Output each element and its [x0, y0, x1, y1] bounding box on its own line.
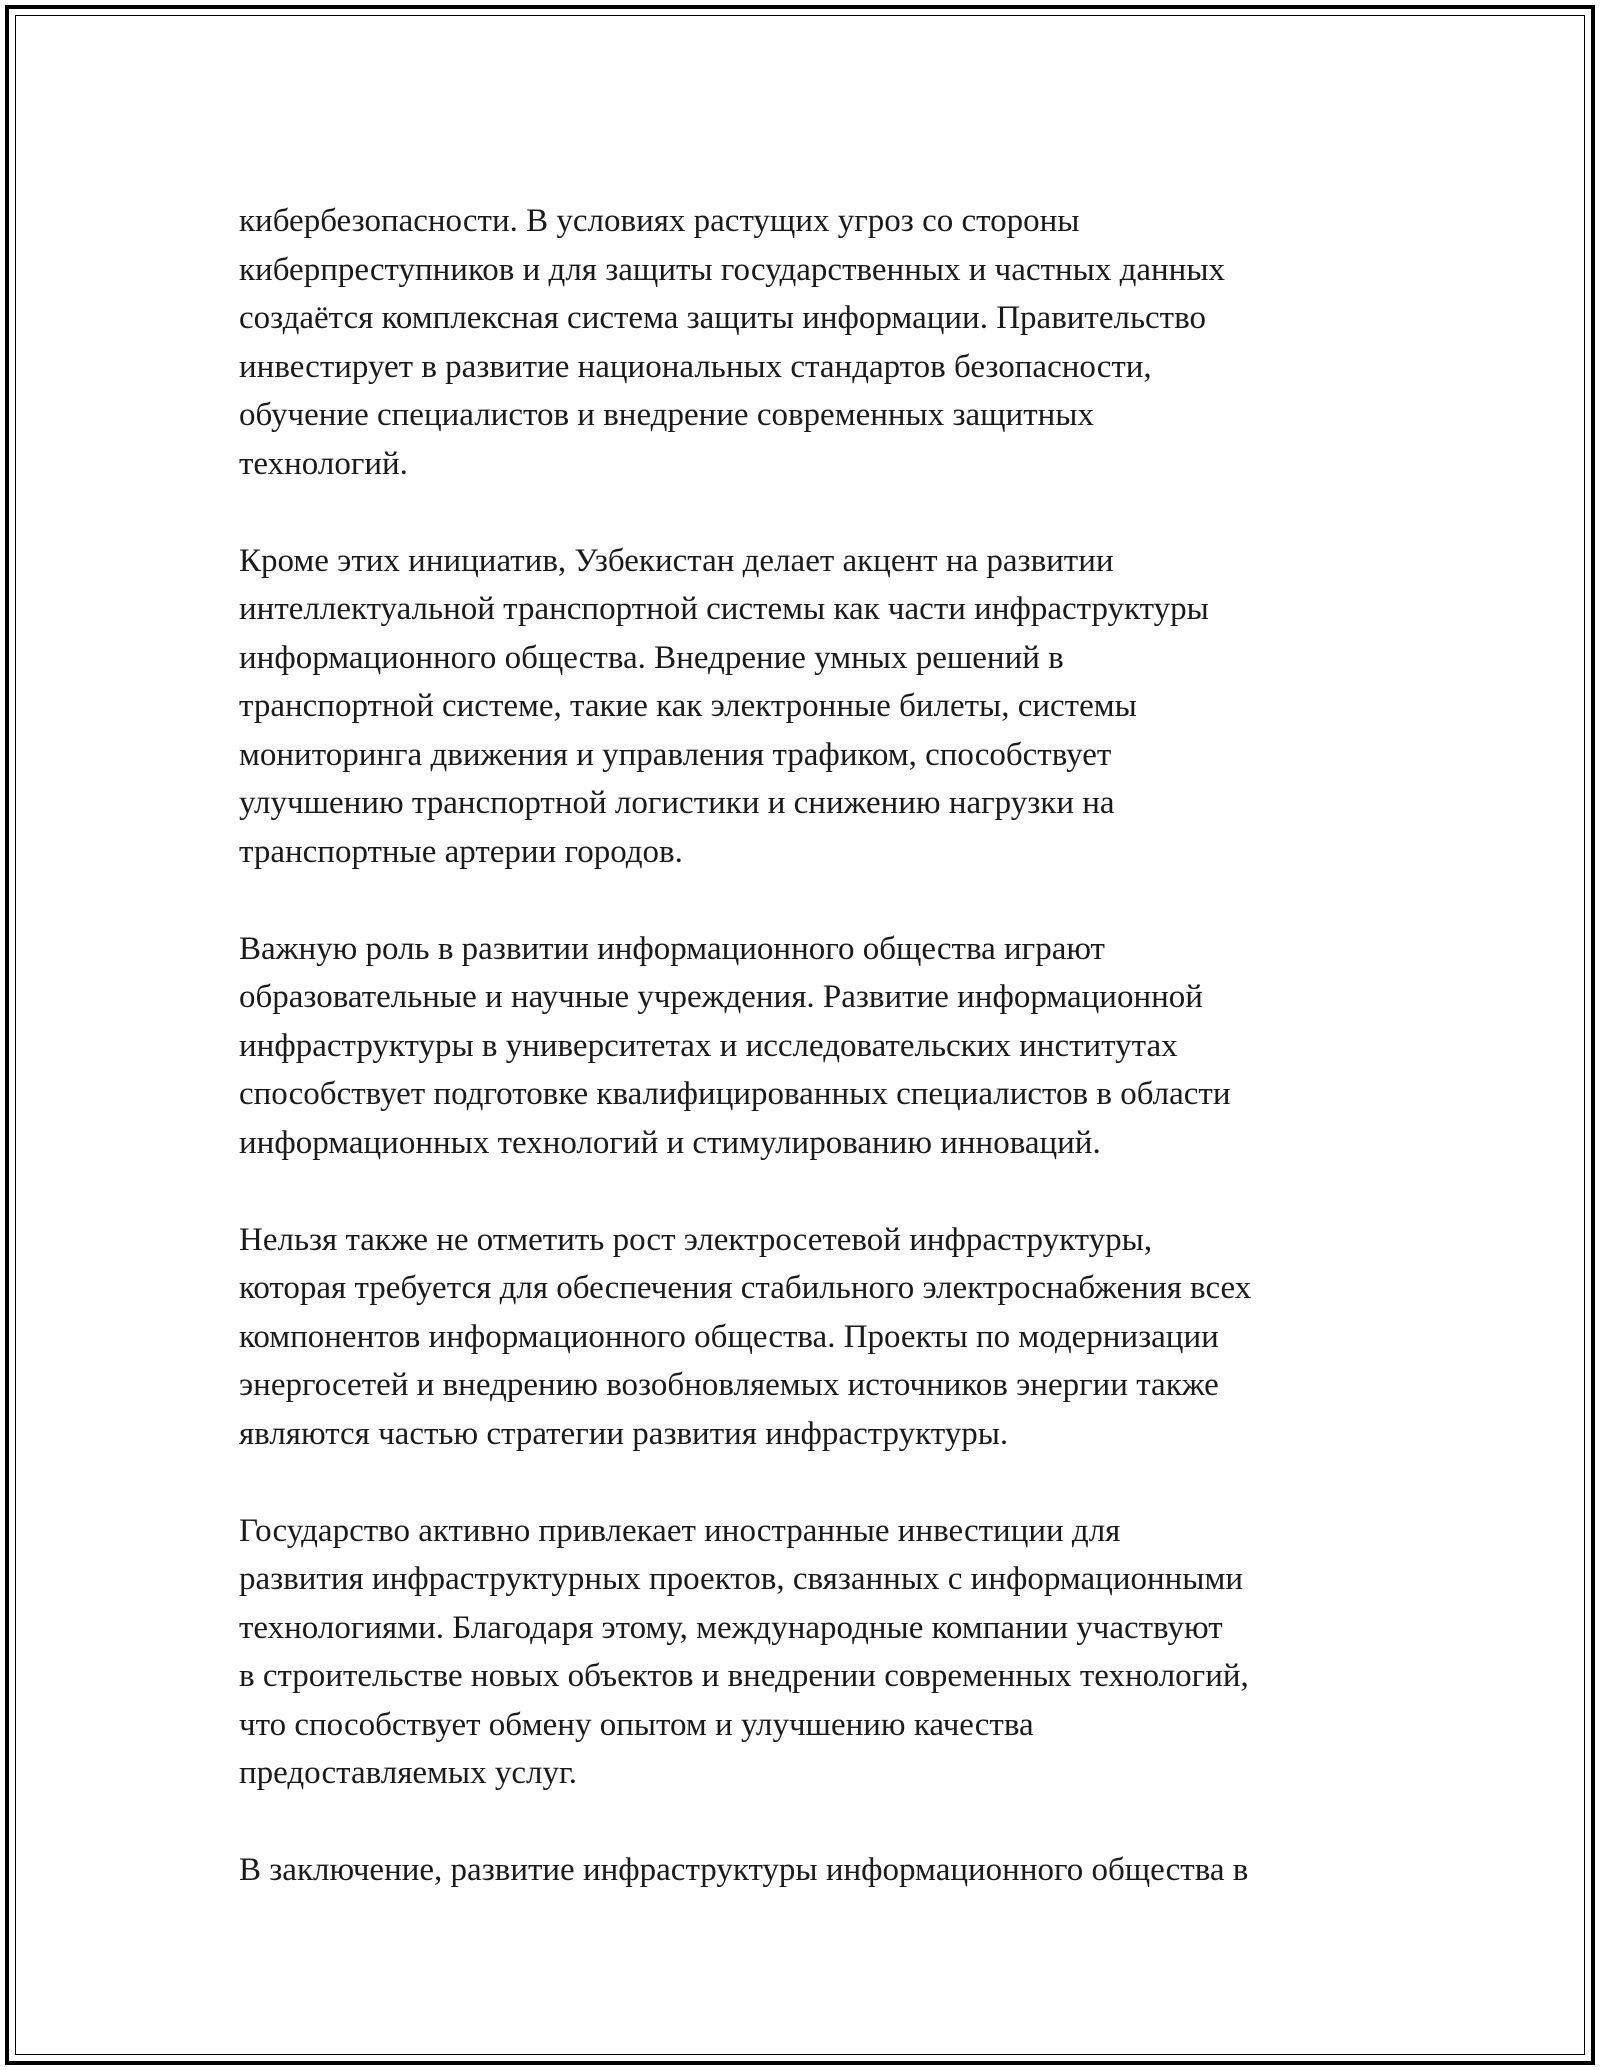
text-line: энергосетей и внедрению возобновляемых источников энергии также — [239, 1367, 1219, 1403]
text-line: технологиями. Благодаря этому, международные компании участвуют — [239, 1609, 1223, 1646]
text-line: предоставляемых услуг. — [239, 1755, 578, 1791]
text-line: способствует подготовке квалифицированных специалистов в области — [239, 1076, 1231, 1112]
text-line: технологий. — [239, 445, 408, 482]
paragraph-investment — [239, 1507, 1399, 1798]
text-line: кибербезопасности. В условиях растущих угроз со стороны — [239, 203, 1080, 239]
document-body — [239, 197, 1399, 1943]
paragraph-education — [239, 925, 1399, 1168]
text-line: развития инфраструктурных проектов, связанных с информационными — [239, 1561, 1244, 1597]
text-line: улучшению транспортной логистики и снижению нагрузки на — [239, 785, 1115, 821]
text-line: Кроме этих инициатив, Узбекистан делает акцент на развитии — [239, 542, 1114, 579]
text-line: транспортной системе, такие как электронные билеты, системы — [239, 688, 1137, 724]
paragraph-cybersecurity — [239, 197, 1399, 488]
text-line: инфраструктуры в университетах и исследовательских институтах — [239, 1027, 1178, 1064]
text-line: мониторинга движения и управления трафиком, способствует — [239, 736, 1112, 773]
text-line: образовательные и научные учреждения. Развитие информационной — [239, 979, 1203, 1015]
paragraph-power-grid — [239, 1216, 1399, 1459]
text-line: которая требуется для обеспечения стабильного электроснабжения всех — [239, 1270, 1252, 1306]
text-line: Нельзя также не отметить рост электросетевой инфраструктуры, — [239, 1221, 1153, 1258]
text-line: В заключение, развитие инфраструктуры информационного общества в — [239, 1852, 1249, 1888]
text-line: инвестирует в развитие национальных стандартов безопасности, — [239, 348, 1152, 385]
text-line: обучение специалистов и внедрение современных защитных — [239, 397, 1094, 433]
paragraph-transport — [239, 537, 1399, 877]
text-line: интеллектуальной транспортной системы как части инфраструктуры — [239, 591, 1209, 627]
text-line: являются частью стратегии развития инфраструктуры. — [239, 1415, 1009, 1452]
text-line: киберпреступников и для защиты государственных и частных данных — [239, 251, 1226, 288]
text-line: Важную роль в развитии информационного общества играют — [239, 930, 1105, 967]
text-line: информационных технологий и стимулированию инноваций. — [239, 1124, 1101, 1161]
text-line: Государство активно привлекает иностранные инвестиции для — [239, 1512, 1121, 1549]
text-line: создаётся комплексная система защиты информации. Правительство — [239, 300, 1206, 336]
text-line: транспортные артерии городов. — [239, 833, 683, 870]
text-line: в строительстве новых объектов и внедрении современных технологий, — [239, 1658, 1249, 1694]
text-line: информационного общества. Внедрение умных решений в — [239, 639, 1064, 676]
text-line: что способствует обмену опытом и улучшению качества — [239, 1706, 1034, 1743]
paragraph-conclusion — [239, 1846, 1399, 1895]
text-line: компонентов информационного общества. Проекты по модернизации — [239, 1318, 1219, 1355]
page-frame — [5, 5, 1595, 2065]
